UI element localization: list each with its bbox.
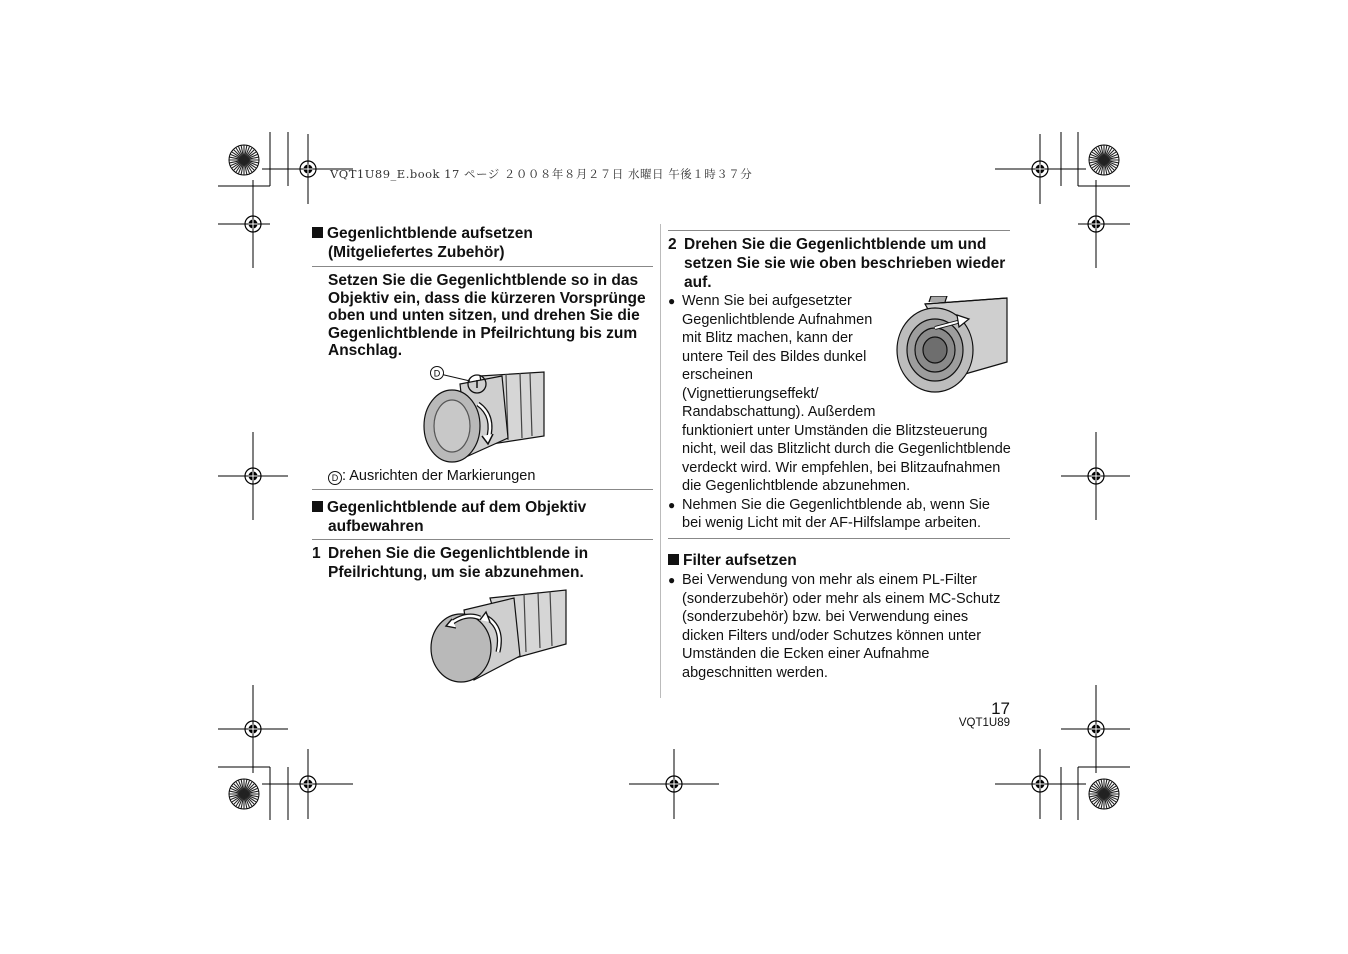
divider [668, 230, 1010, 231]
bullet-icon: ● [668, 573, 676, 587]
attach-instruction: Setzen Sie die Gegenlichtblende so in das Objektiv ein, dass die kürzeren Vorsprünge oben und unten sitzen, und drehen Sie die Gegenlichtblende in Pfeilrichtung bis zum Anschlag. [328, 272, 646, 360]
illustration-caption: D : Ausrichten der Markierungen [328, 467, 648, 486]
step-1: 1 Drehen Sie die Gegenlichtblende in Pfeilrichtung, um sie abzunehmen. [312, 545, 589, 581]
lens-hood-remove-illustration [428, 586, 568, 686]
bullet-icon: ● [668, 497, 676, 512]
section-title-attach-hood: Gegenlichtblende aufsetzen (Mitgeliefertes Zubehör) [312, 224, 652, 262]
bullet-icon: ● [668, 294, 676, 308]
divider [668, 538, 1010, 539]
section-title-filter: Filter aufsetzen [668, 551, 1008, 570]
square-bullet-icon [312, 501, 323, 512]
divider [312, 489, 653, 490]
lens-hood-attach-illustration [420, 364, 545, 464]
divider [312, 266, 653, 267]
marker-circle-icon: D [328, 471, 342, 485]
square-bullet-icon [668, 554, 679, 565]
note-filter: ● Bei Verwendung von mehr als einem PL-Filter (sonderzubehör) oder mehr als einem MC-Schutz (sonderzubehör) bzw. bei Verwendung eines dicken Filters und/oder Schutzes können unter Umständen die Ecken einer Aufnahme abgeschnitten werden. [668, 572, 1001, 681]
note-af-lamp: ● Nehmen Sie die Gegenlichtblende ab, wenn Sie bei wenig Licht mit der AF-Hilfslampe arbeiten. [668, 496, 990, 531]
page-number: 17 [991, 699, 1010, 718]
model-code: VQT1U89 [958, 717, 1010, 729]
step-2: 2 Drehen Sie die Gegenlichtblende um und setzen Sie sie wie oben beschrieben wieder auf. [668, 236, 1006, 291]
note-flash-vignetting: ● Wenn Sie bei aufgesetzter Gegenlichtblende Aufnahmen mit Blitz machen, kann der untere Teil des Bildes dunkel erscheinen (Vignettierungseffekt/ Randabschattung). Außerdem funktioniert unter Umständen die Blitzsteuerung nicht, weil das Blitzlicht durch die Gegenlichtblende verdeckt wird. Wir empfehlen, bei Blitzaufnahmen die Gegenlichtblende abzunehmen. ● Nehmen Sie die Gegenlichtblende ab, wenn Sie bei wenig Licht mit der AF-Hilfslampe arbeiten. [668, 292, 1013, 533]
print-header: VQT1U89_E.book 17 ページ ２００８年８月２７日 水曜日 午後１時３７分 [330, 167, 753, 181]
square-bullet-icon [312, 227, 323, 238]
divider [312, 539, 653, 540]
marker-letter: D [433, 368, 441, 379]
section-title-store-hood: Gegenlichtblende auf dem Objektiv aufbewahren [312, 498, 652, 536]
column-divider [660, 224, 661, 698]
